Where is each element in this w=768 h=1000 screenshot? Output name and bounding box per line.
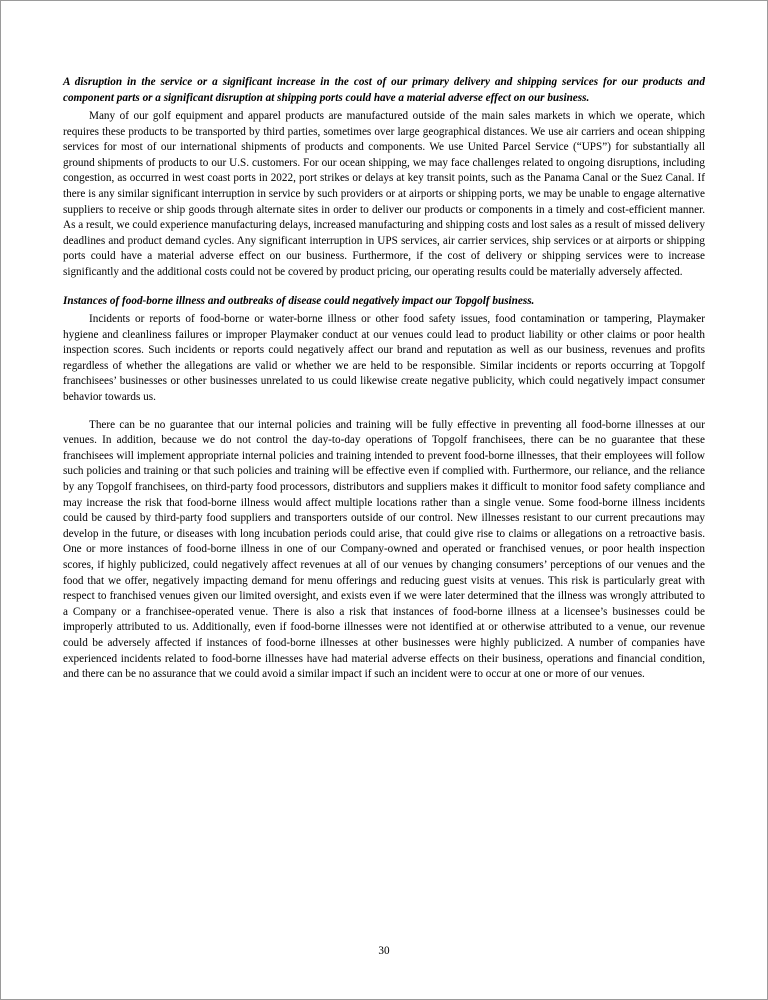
page-number: 30 xyxy=(378,945,390,957)
paragraph-food-safety-guarantees: There can be no guarantee that our internal policies and training will be fully effective in preventing all food-borne illnesses at our venues. In addition, because we do not control the day-to-day operations of Topgolf franchisees, there can be no guarantee that these franchisees will implement appropriate internal policies and training intended to prevent food-borne illnesses, that their employees will follow such policies and training or that such policies and training will be effective even if complied with. Furthermore, our reliance, and the reliance by any Topgolf franchisees, on third-party food processors, distributors and suppliers makes it difficult to monitor food safety compliance and may increase the risk that food-borne illness would affect multiple locations rather than a single venue. Some food-borne illness incidents could be caused by third-party food suppliers and transporters outside of our control. New illnesses resistant to our current precautions may develop in the future, or diseases with long incubation periods could arise, that could give rise to claims or allegations on a retroactive basis. One or more instances of food-borne illness in one of our Company-owned and operated or franchised venues, or poor health inspection scores, if highly publicized, could negatively affect revenues at all of our venues by changing consumers’ perceptions of our venues and the food that we offer, negatively impacting demand for menu offerings and reducing guest visits at venues. This risk is particularly great with respect to franchised venues given our limited oversight, and exists even if we were later determined that the illness was wrongly attributed to a Company or a franchisee-operated venue. There is also a risk that instances of food-borne illness at a licensee’s businesses could be improperly attributed to us. Additionally, even if food-borne illnesses were not identified at or otherwise attributed to a venue, our revenue could be adversely affected if instances of food-borne illnesses at other businesses were highly publicized. A number of companies have experienced incidents related to food-borne illnesses have had material adverse effects on their business, operations and financial condition, and there can be no assurance that we could avoid a similar impact if such an incident were to occur at one or more of our venues. xyxy=(63,418,705,681)
section-heading-food-borne-illness: Instances of food-borne illness and outbreaks of disease could negatively impact our Topgolf business. xyxy=(63,294,535,307)
section-spacer xyxy=(63,281,705,294)
page-content xyxy=(63,75,705,683)
paragraph-food-safety-incidents: Incidents or reports of food-borne or water-borne illness or other food safety issues, food contamination or tampering, Playmaker hygiene and cleanliness failures or improper Playmaker conduct at our venues could lead to product liability or other claims or poor health inspection scores. Such incidents or reports could negatively affect our brand and reputation as well as our business, revenues and profits regardless of whether the allegations are valid or whether we are held to be responsible. Similar incidents or reports occurring at Topgolf franchisees’ businesses or other businesses unrelated to us could likewise create negative publicity, which could negatively impact consumer behavior towards us. xyxy=(63,313,705,403)
section-heading-shipping-disruption: A disruption in the service or a significant increase in the cost of our primary delivery and shipping services for our products and component parts or a significant disruption at shipping ports could have a material adverse effect on our business. xyxy=(63,76,705,104)
paragraph-shipping-disruption: Many of our golf equipment and apparel products are manufactured outside of the main sales markets in which we operate, which requires these products to be transported by third parties, sometimes over large geographical distances. We use air carriers and ocean shipping services for most of our international shipments of products and components. We use United Parcel Service (“UPS”) for substantially all ground shipments of products to our U.S. customers. For our ocean shipping, we may face challenges related to ongoing disruptions, including congestion, as occurred in west coast ports in 2022, port strikes or delays at key transit points, such as the Panama Canal or the Suez Canal. If there is any similar significant interruption in service by such providers or at airports or shipping ports, we may be unable to engage alternative suppliers to receive or ship goods through alternate sites in order to deliver our products or components in a timely and cost-efficient manner. As a result, we could experience manufacturing delays, increased manufacturing and shipping costs and lost sales as a result of missed delivery deadlines and product demand cycles. Any significant interruption in UPS services, air carrier services, ship services or at airports or shipping ports could have a material adverse effect on our business. Furthermore, if the cost of delivery or shipping services were to increase significantly and the additional costs could not be covered by product pricing, our operating results could be materially adversely affected. xyxy=(63,110,705,278)
